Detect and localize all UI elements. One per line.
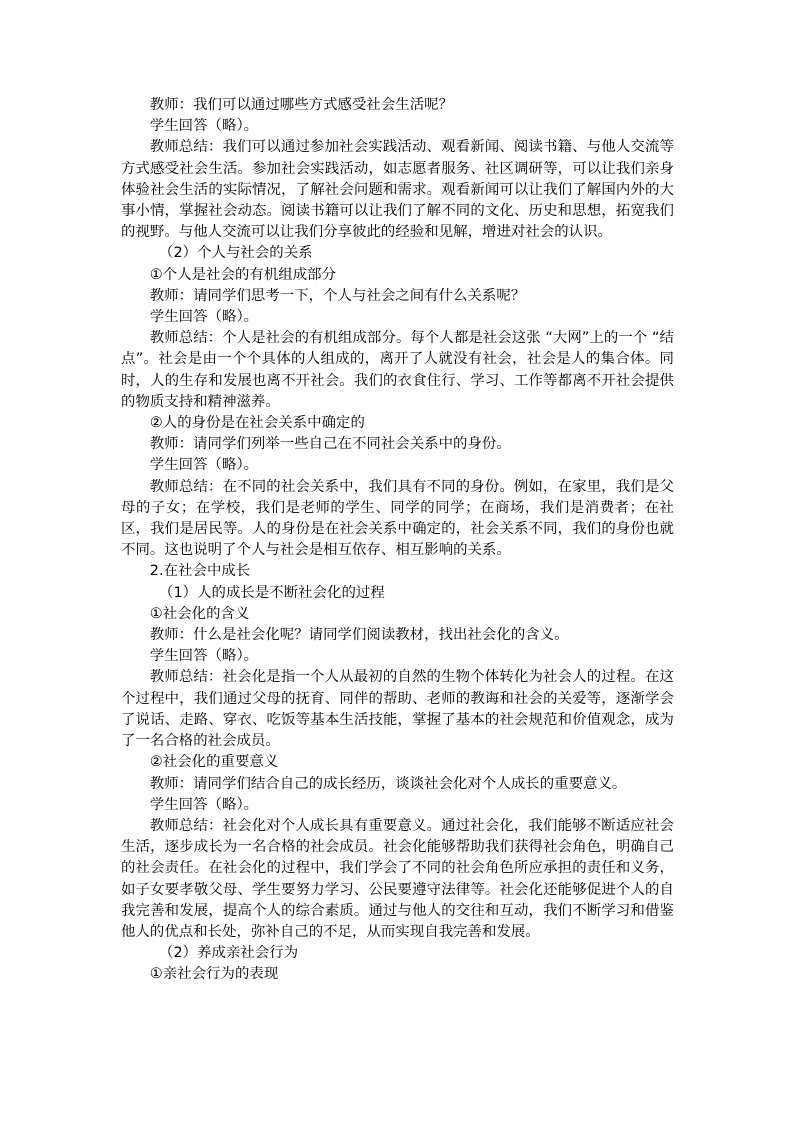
section-heading: （2）个人与社会的关系: [159, 245, 313, 262]
teacher-summary-paragraph: 教师总结：社会化对个人成长具有重要意义。通过社会化，我们能够不断适应社会生活，逐步成长为一名合格的社会成员。社会化能够帮助我们获得社会角色，明确自己的社会责任。在社会化的过程中，我们学会了不同的社会角色所应承担的责任和义务，如子女要孝敬父母、学生要努力学习、公民要遵守法律等。社会化还能够促进个人的自我完善和发展，提高个人的综合素质。通过与他人的交往和互动，我们不断学习和借鉴他人的优点和长处，弥补自己的不足，从而实现自我完善和发展。: [121, 817, 674, 940]
section-heading: （2）养成亲社会行为: [159, 945, 299, 962]
subsection-heading: ②社会化的重要意义: [149, 754, 279, 771]
student-answer-line: 学生回答（略）。: [149, 457, 259, 474]
subsection-heading: ①社会化的含义: [149, 605, 250, 622]
subsection-heading: ①亲社会行为的表现: [149, 966, 279, 983]
student-answer-line: 学生回答（略）。: [149, 118, 259, 135]
question-paragraph: 教师：请同学们列举一些自己在不同社会关系中的身份。: [149, 436, 511, 453]
teacher-summary-paragraph: 教师总结：个人是社会的有机组成部分。每个人都是社会这张 “大网”上的一个 “结点”。社会是由一个个具体的人组成的，离开了人就没有社会，社会是人的集合体。同时，人的生存和发展也离不开社会。我们的衣食住行、学习、工作等都离不开社会提供的物质支持和精神滋养。: [121, 330, 674, 410]
chapter-heading: 2.在社会中成长: [149, 563, 251, 580]
document-body: [121, 95, 674, 986]
question-paragraph: 教师：请同学们思考一下，个人与社会之间有什么关系呢？: [149, 287, 526, 304]
question-paragraph: 教师：我们可以通过哪些方式感受社会生活呢？: [149, 97, 454, 113]
question-paragraph: 教师：什么是社会化呢？请同学们阅读教材，找出社会化的含义。: [149, 627, 569, 644]
teacher-summary-paragraph: 教师总结：我们可以通过参加社会实践活动、观看新闻、阅读书籍、与他人交流等方式感受社会生活。参加社会实践活动，如志愿者服务、社区调研等，可以让我们亲身体验社会生活的实际情况，了解社会问题和需求。观看新闻可以让我们了解国内外的大事小情，掌握社会动态。阅读书籍可以让我们了解不同的文化、历史和思想，拓宽我们的视野。与他人交流可以让我们分享彼此的经验和见解，增进对社会的认识。: [121, 139, 674, 241]
teacher-summary-paragraph: 教师总结：社会化是指一个人从最初的自然的生物个体转化为社会人的过程。在这个过程中，我们通过父母的抚育、同伴的帮助、老师的教诲和社会的关爱等，逐渐学会了说话、走路、穿衣、吃饭等基本生活技能，掌握了基本的社会规范和价值观念，成为了一名合格的社会成员。: [121, 669, 674, 750]
question-paragraph: 教师：请同学们结合自己的成长经历，谈谈社会化对个人成长的重要意义。: [149, 775, 627, 792]
student-answer-line: 学生回答（略）。: [149, 648, 259, 665]
subsection-heading: ②人的身份是在社会关系中确定的: [149, 415, 365, 432]
student-answer-line: 学生回答（略）。: [149, 796, 259, 813]
teacher-summary-paragraph: 教师总结：在不同的社会关系中，我们具有不同的身份。例如，在家里，我们是父母的子女；在学校，我们是老师的学生、同学的同学；在商场，我们是消费者；在社区，我们是居民等。人的身份是在社会关系中确定的，社会关系不同，我们的身份也就不同。这也说明了个人与社会是相互依存、相互影响的关系。: [121, 478, 674, 559]
section-heading: （1）人的成长是不断社会化的过程: [159, 584, 385, 601]
student-answer-line: 学生回答（略）。: [149, 309, 259, 326]
subsection-heading: ①个人是社会的有机组成部分: [149, 266, 337, 283]
